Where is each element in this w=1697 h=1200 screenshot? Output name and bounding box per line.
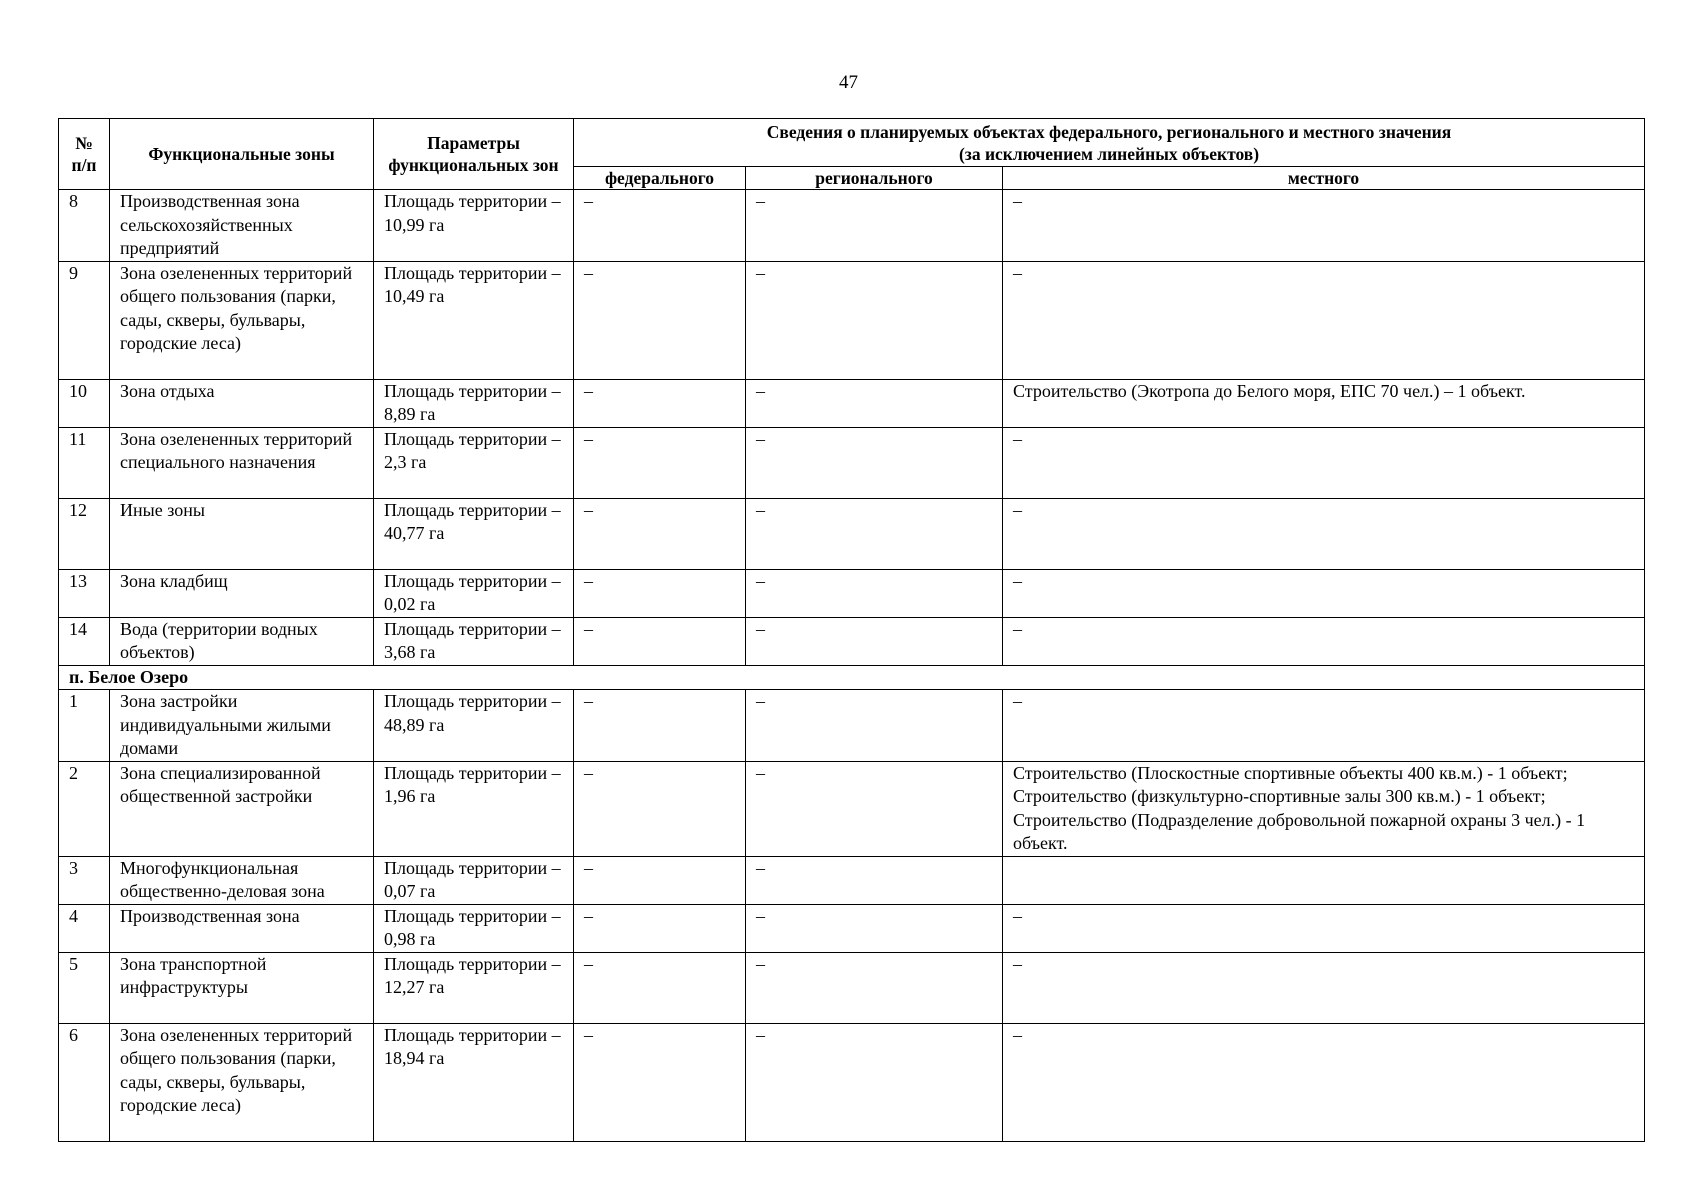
- row-zone: Производственная зона: [110, 904, 374, 952]
- row-federal: –: [574, 427, 746, 498]
- row-federal: –: [574, 261, 746, 379]
- table-row: [59, 761, 1645, 856]
- row-regional: –: [746, 952, 1003, 1023]
- table-row: [59, 427, 1645, 498]
- header-federal: федерального: [574, 167, 746, 190]
- table-row: [59, 952, 1645, 1023]
- row-params: Площадь территории – 0,02 га: [374, 569, 574, 617]
- row-local: –: [1003, 569, 1645, 617]
- row-zone: Производственная зона сельскохозяйственных предприятий: [110, 190, 374, 262]
- row-params: Площадь территории – 10,99 га: [374, 190, 574, 262]
- row-regional: –: [746, 498, 1003, 569]
- row-federal: –: [574, 904, 746, 952]
- header-params: Параметры функциональных зон: [374, 119, 574, 190]
- row-params: Площадь территории – 10,49 га: [374, 261, 574, 379]
- row-local: [1003, 856, 1645, 904]
- row-zone: Зона специализированной общественной застройки: [110, 761, 374, 856]
- row-num: 5: [59, 952, 110, 1023]
- row-num: 6: [59, 1023, 110, 1141]
- row-num: 10: [59, 379, 110, 427]
- table-row: [59, 690, 1645, 762]
- row-federal: –: [574, 952, 746, 1023]
- row-local: –: [1003, 617, 1645, 665]
- table-row: [59, 498, 1645, 569]
- row-regional: –: [746, 617, 1003, 665]
- row-federal: –: [574, 498, 746, 569]
- row-federal: –: [574, 190, 746, 262]
- row-local: –: [1003, 904, 1645, 952]
- row-params: Площадь территории – 48,89 га: [374, 690, 574, 762]
- table-row: [59, 379, 1645, 427]
- planned-objects-table: [58, 118, 1645, 1142]
- row-regional: –: [746, 190, 1003, 262]
- table-row: [59, 856, 1645, 904]
- row-num: 11: [59, 427, 110, 498]
- row-num: 4: [59, 904, 110, 952]
- row-regional: –: [746, 690, 1003, 762]
- table-row: [59, 904, 1645, 952]
- row-num: 2: [59, 761, 110, 856]
- row-local: –: [1003, 190, 1645, 262]
- row-zone: Зона отдыха: [110, 379, 374, 427]
- row-params: Площадь территории – 40,77 га: [374, 498, 574, 569]
- row-params: Площадь территории – 1,96 га: [374, 761, 574, 856]
- row-federal: –: [574, 569, 746, 617]
- row-local: –: [1003, 427, 1645, 498]
- row-local: Строительство (Плоскостные спортивные объекты 400 кв.м.) - 1 объект; Строительство (физкультурно-спортивные залы 300 кв.м.) - 1 объект; Строительство (Подразделение добровольной пожарной охраны 3 чел.) - 1 объект.: [1003, 761, 1645, 856]
- table-header: [59, 119, 1645, 190]
- table-row: [59, 1023, 1645, 1141]
- row-federal: –: [574, 856, 746, 904]
- header-zones: Функциональные зоны: [110, 119, 374, 190]
- row-num: 8: [59, 190, 110, 262]
- row-local: Строительство (Экотропа до Белого моря, ЕПС 70 чел.) – 1 объект.: [1003, 379, 1645, 427]
- header-num: № п/п: [59, 119, 110, 190]
- header-local: местного: [1003, 167, 1645, 190]
- row-num: 13: [59, 569, 110, 617]
- row-local: –: [1003, 261, 1645, 379]
- section-row: [59, 665, 1645, 690]
- table-row: [59, 569, 1645, 617]
- row-federal: –: [574, 761, 746, 856]
- row-zone: Многофункциональная общественно-деловая зона: [110, 856, 374, 904]
- row-zone: Зона застройки индивидуальными жилыми домами: [110, 690, 374, 762]
- row-num: 14: [59, 617, 110, 665]
- row-federal: –: [574, 379, 746, 427]
- row-num: 1: [59, 690, 110, 762]
- row-params: Площадь территории – 8,89 га: [374, 379, 574, 427]
- row-local: –: [1003, 1023, 1645, 1141]
- row-regional: –: [746, 427, 1003, 498]
- row-regional: –: [746, 1023, 1003, 1141]
- row-local: –: [1003, 952, 1645, 1023]
- row-federal: –: [574, 1023, 746, 1141]
- row-zone: Зона озелененных территорий общего пользования (парки, сады, скверы, бульвары, городские леса): [110, 1023, 374, 1141]
- row-regional: –: [746, 856, 1003, 904]
- row-regional: –: [746, 379, 1003, 427]
- row-params: Площадь территории – 0,98 га: [374, 904, 574, 952]
- row-params: Площадь территории – 0,07 га: [374, 856, 574, 904]
- section-title: п. Белое Озеро: [59, 665, 1645, 690]
- row-local: –: [1003, 498, 1645, 569]
- row-zone: Иные зоны: [110, 498, 374, 569]
- row-num: 12: [59, 498, 110, 569]
- row-regional: –: [746, 261, 1003, 379]
- row-zone: Зона озелененных территорий специального назначения: [110, 427, 374, 498]
- row-regional: –: [746, 569, 1003, 617]
- row-zone: Зона озелененных территорий общего пользования (парки, сады, скверы, бульвары, городские леса): [110, 261, 374, 379]
- row-params: Площадь территории – 18,94 га: [374, 1023, 574, 1141]
- row-params: Площадь территории – 2,3 га: [374, 427, 574, 498]
- row-params: Площадь территории – 12,27 га: [374, 952, 574, 1023]
- table-row: [59, 190, 1645, 262]
- row-zone: Зона транспортной инфраструктуры: [110, 952, 374, 1023]
- row-local: –: [1003, 690, 1645, 762]
- row-regional: –: [746, 904, 1003, 952]
- page-number: 47: [839, 72, 858, 93]
- row-num: 9: [59, 261, 110, 379]
- header-objects: Сведения о планируемых объектах федерального, регионального и местного значения (за исключением линейных объектов): [574, 119, 1645, 167]
- header-regional: регионального: [746, 167, 1003, 190]
- table-row: [59, 617, 1645, 665]
- row-params: Площадь территории – 3,68 га: [374, 617, 574, 665]
- row-num: 3: [59, 856, 110, 904]
- row-federal: –: [574, 617, 746, 665]
- row-regional: –: [746, 761, 1003, 856]
- table-row: [59, 261, 1645, 379]
- row-zone: Зона кладбищ: [110, 569, 374, 617]
- row-zone: Вода (территории водных объектов): [110, 617, 374, 665]
- row-federal: –: [574, 690, 746, 762]
